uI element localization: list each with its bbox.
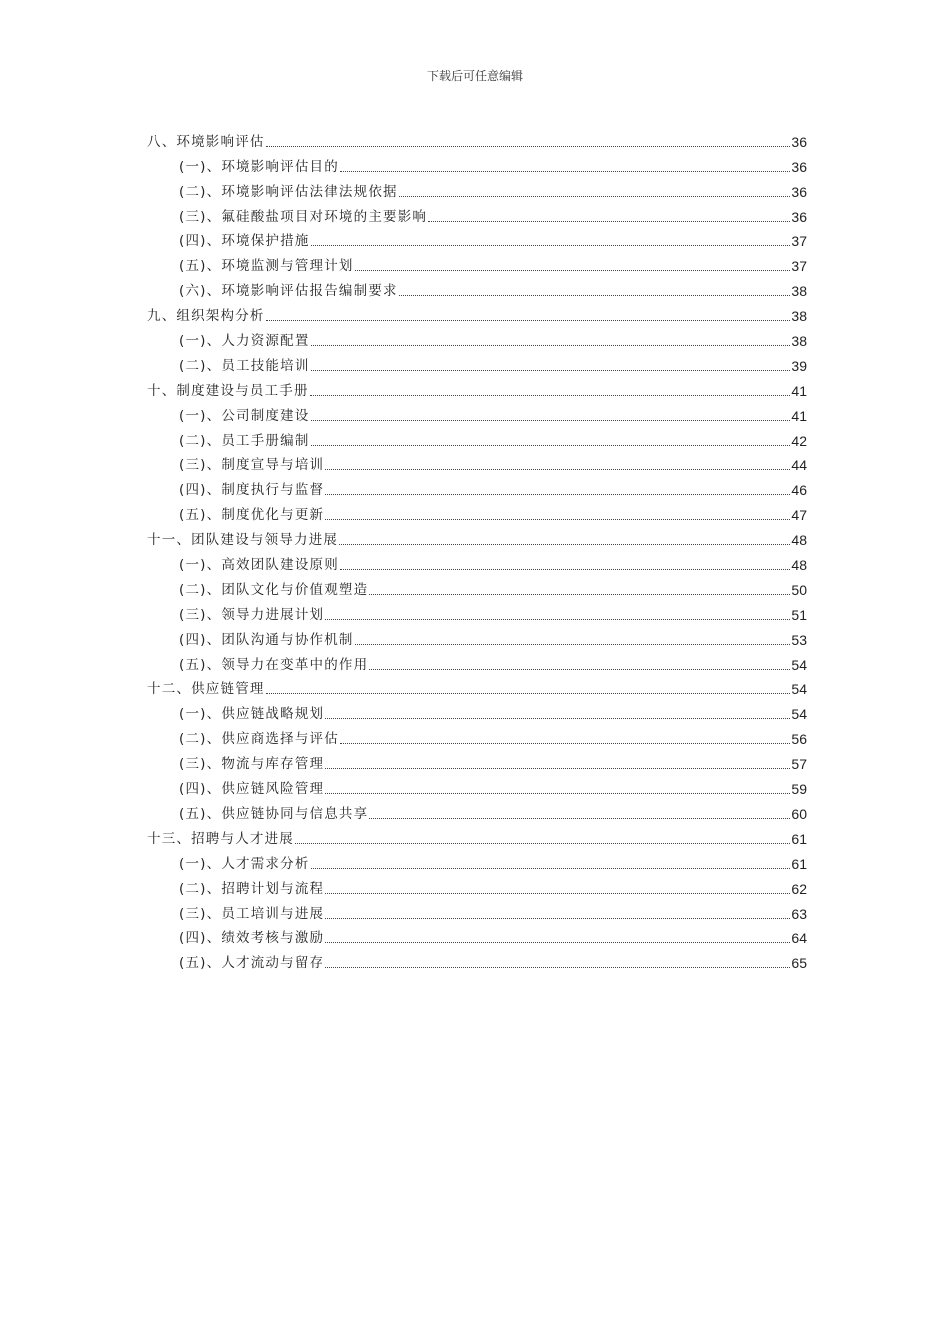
toc-entry-page-number: 54 [791,656,807,673]
toc-entry-page-number: 41 [791,382,807,399]
toc-section-entry[interactable] [147,748,807,773]
toc-entry-title: (四)、绩效考核与激励 [179,930,325,947]
toc-dot-leader [295,843,790,844]
toc-dot-leader [340,743,790,744]
toc-section-entry[interactable] [147,499,807,524]
toc-entry-title: (三)、领导力进展计划 [179,606,325,623]
toc-section-entry[interactable] [147,848,807,873]
toc-chapter-entry[interactable] [147,126,807,151]
toc-entry-page-number: 50 [791,581,807,598]
toc-entry-title: (一)、供应链战略规划 [179,706,325,723]
toc-entry-page-number: 42 [791,432,807,449]
toc-entry-title: (四)、团队沟通与协作机制 [179,631,354,648]
toc-entry-title: (四)、制度执行与监督 [179,482,325,499]
toc-section-entry[interactable] [147,450,807,475]
toc-dot-leader [266,693,791,694]
toc-entry-page-number: 36 [791,133,807,150]
toc-entry-page-number: 36 [791,158,807,175]
toc-entry-page-number: 57 [791,756,807,773]
toc-entry-page-number: 60 [791,805,807,822]
toc-entry-page-number: 64 [791,930,807,947]
toc-entry-page-number: 53 [791,631,807,648]
toc-dot-leader [266,320,791,321]
toc-entry-title: 十二、供应链管理 [147,681,265,698]
toc-entry-title: (二)、招聘计划与流程 [179,880,325,897]
toc-section-entry[interactable] [147,425,807,450]
toc-dot-leader [310,395,791,396]
toc-section-entry[interactable] [147,923,807,948]
toc-entry-title: (三)、制度宣导与培训 [179,457,325,474]
table-of-contents [147,126,807,972]
toc-chapter-entry[interactable] [147,375,807,400]
toc-dot-leader [311,420,791,421]
toc-dot-leader [399,196,791,197]
toc-entry-title: 九、组织架构分析 [147,308,265,325]
toc-section-entry[interactable] [147,350,807,375]
toc-entry-page-number: 38 [791,283,807,300]
toc-entry-page-number: 51 [791,606,807,623]
toc-chapter-entry[interactable] [147,823,807,848]
toc-dot-leader [325,718,790,719]
toc-entry-page-number: 38 [791,333,807,350]
toc-dot-leader [340,569,790,570]
toc-dot-leader [428,221,790,222]
toc-entry-page-number: 54 [791,681,807,698]
toc-entry-title: (五)、制度优化与更新 [179,507,325,524]
toc-entry-title: 十一、团队建设与领导力进展 [147,532,339,549]
toc-dot-leader [325,793,790,794]
toc-section-entry[interactable] [147,898,807,923]
toc-section-entry[interactable] [147,773,807,798]
toc-entry-page-number: 59 [791,781,807,798]
toc-entry-title: (二)、团队文化与价值观塑造 [179,581,369,598]
toc-entry-title: 十、制度建设与员工手册 [147,382,309,399]
toc-entry-title: (一)、环境影响评估目的 [179,158,339,175]
toc-entry-page-number: 63 [791,905,807,922]
toc-entry-title: (五)、环境监测与管理计划 [179,258,354,275]
toc-entry-page-number: 48 [791,557,807,574]
toc-entry-page-number: 65 [791,955,807,972]
toc-section-entry[interactable] [147,176,807,201]
toc-dot-leader [355,644,791,645]
toc-entry-page-number: 61 [791,830,807,847]
toc-section-entry[interactable] [147,723,807,748]
toc-section-entry[interactable] [147,325,807,350]
toc-entry-title: (一)、高效团队建设原则 [179,557,339,574]
toc-entry-page-number: 47 [791,507,807,524]
toc-section-entry[interactable] [147,649,807,674]
toc-dot-leader [325,619,790,620]
toc-section-entry[interactable] [147,201,807,226]
toc-chapter-entry[interactable] [147,300,807,325]
toc-entry-title: (二)、供应商选择与评估 [179,731,339,748]
toc-entry-title: 八、环境影响评估 [147,133,265,150]
toc-section-entry[interactable] [147,474,807,499]
toc-dot-leader [325,494,790,495]
toc-entry-page-number: 38 [791,308,807,325]
toc-entry-title: (六)、环境影响评估报告编制要求 [179,283,398,300]
toc-chapter-entry[interactable] [147,674,807,699]
toc-section-entry[interactable] [147,250,807,275]
toc-entry-title: (五)、供应链协同与信息共享 [179,805,369,822]
toc-dot-leader [339,544,790,545]
toc-dot-leader [325,893,790,894]
toc-entry-page-number: 39 [791,357,807,374]
toc-section-entry[interactable] [147,698,807,723]
toc-entry-title: (一)、人才需求分析 [179,855,310,872]
toc-dot-leader [340,171,790,172]
toc-dot-leader [311,370,791,371]
toc-section-entry[interactable] [147,151,807,176]
toc-entry-page-number: 36 [791,208,807,225]
toc-dot-leader [355,270,791,271]
toc-dot-leader [311,868,791,869]
toc-entry-page-number: 41 [791,407,807,424]
toc-dot-leader [369,669,790,670]
toc-dot-leader [369,594,790,595]
toc-dot-leader [369,818,790,819]
toc-entry-page-number: 56 [791,731,807,748]
toc-entry-page-number: 54 [791,706,807,723]
page-header: 下载后可任意编辑 [426,69,523,83]
toc-dot-leader [311,445,791,446]
toc-section-entry[interactable] [147,275,807,300]
toc-section-entry[interactable] [147,947,807,972]
toc-entry-page-number: 37 [791,258,807,275]
toc-entry-page-number: 36 [791,183,807,200]
toc-entry-title: (一)、人力资源配置 [179,333,310,350]
toc-dot-leader [325,768,790,769]
toc-entry-title: (三)、物流与库存管理 [179,756,325,773]
toc-section-entry[interactable] [147,798,807,823]
toc-entry-page-number: 48 [791,532,807,549]
toc-dot-leader [325,469,790,470]
toc-entry-title: (五)、领导力在变革中的作用 [179,656,369,673]
toc-entry-title: (五)、人才流动与留存 [179,955,325,972]
toc-section-entry[interactable] [147,226,807,251]
toc-dot-leader [266,146,791,147]
toc-dot-leader [325,519,790,520]
toc-entry-title: (三)、氟硅酸盐项目对环境的主要影响 [179,208,428,225]
toc-entry-title: (三)、员工培训与进展 [179,905,325,922]
toc-section-entry[interactable] [147,599,807,624]
toc-dot-leader [399,295,791,296]
toc-dot-leader [311,345,791,346]
toc-entry-page-number: 46 [791,482,807,499]
toc-entry-title: (四)、环境保护措施 [179,233,310,250]
toc-section-entry[interactable] [147,574,807,599]
toc-dot-leader [325,967,790,968]
toc-section-entry[interactable] [147,873,807,898]
toc-entry-page-number: 61 [791,855,807,872]
toc-dot-leader [325,942,790,943]
toc-section-entry[interactable] [147,400,807,425]
toc-dot-leader [325,918,790,919]
toc-entry-title: (四)、供应链风险管理 [179,781,325,798]
toc-entry-page-number: 44 [791,457,807,474]
toc-section-entry[interactable] [147,549,807,574]
toc-entry-page-number: 62 [791,880,807,897]
toc-entry-title: (二)、员工技能培训 [179,357,310,374]
toc-section-entry[interactable] [147,624,807,649]
toc-entry-title: 十三、招聘与人才进展 [147,830,294,847]
toc-entry-page-number: 37 [791,233,807,250]
toc-chapter-entry[interactable] [147,524,807,549]
toc-entry-title: (二)、环境影响评估法律法规依据 [179,183,398,200]
toc-entry-title: (一)、公司制度建设 [179,407,310,424]
toc-entry-title: (二)、员工手册编制 [179,432,310,449]
toc-dot-leader [311,245,791,246]
